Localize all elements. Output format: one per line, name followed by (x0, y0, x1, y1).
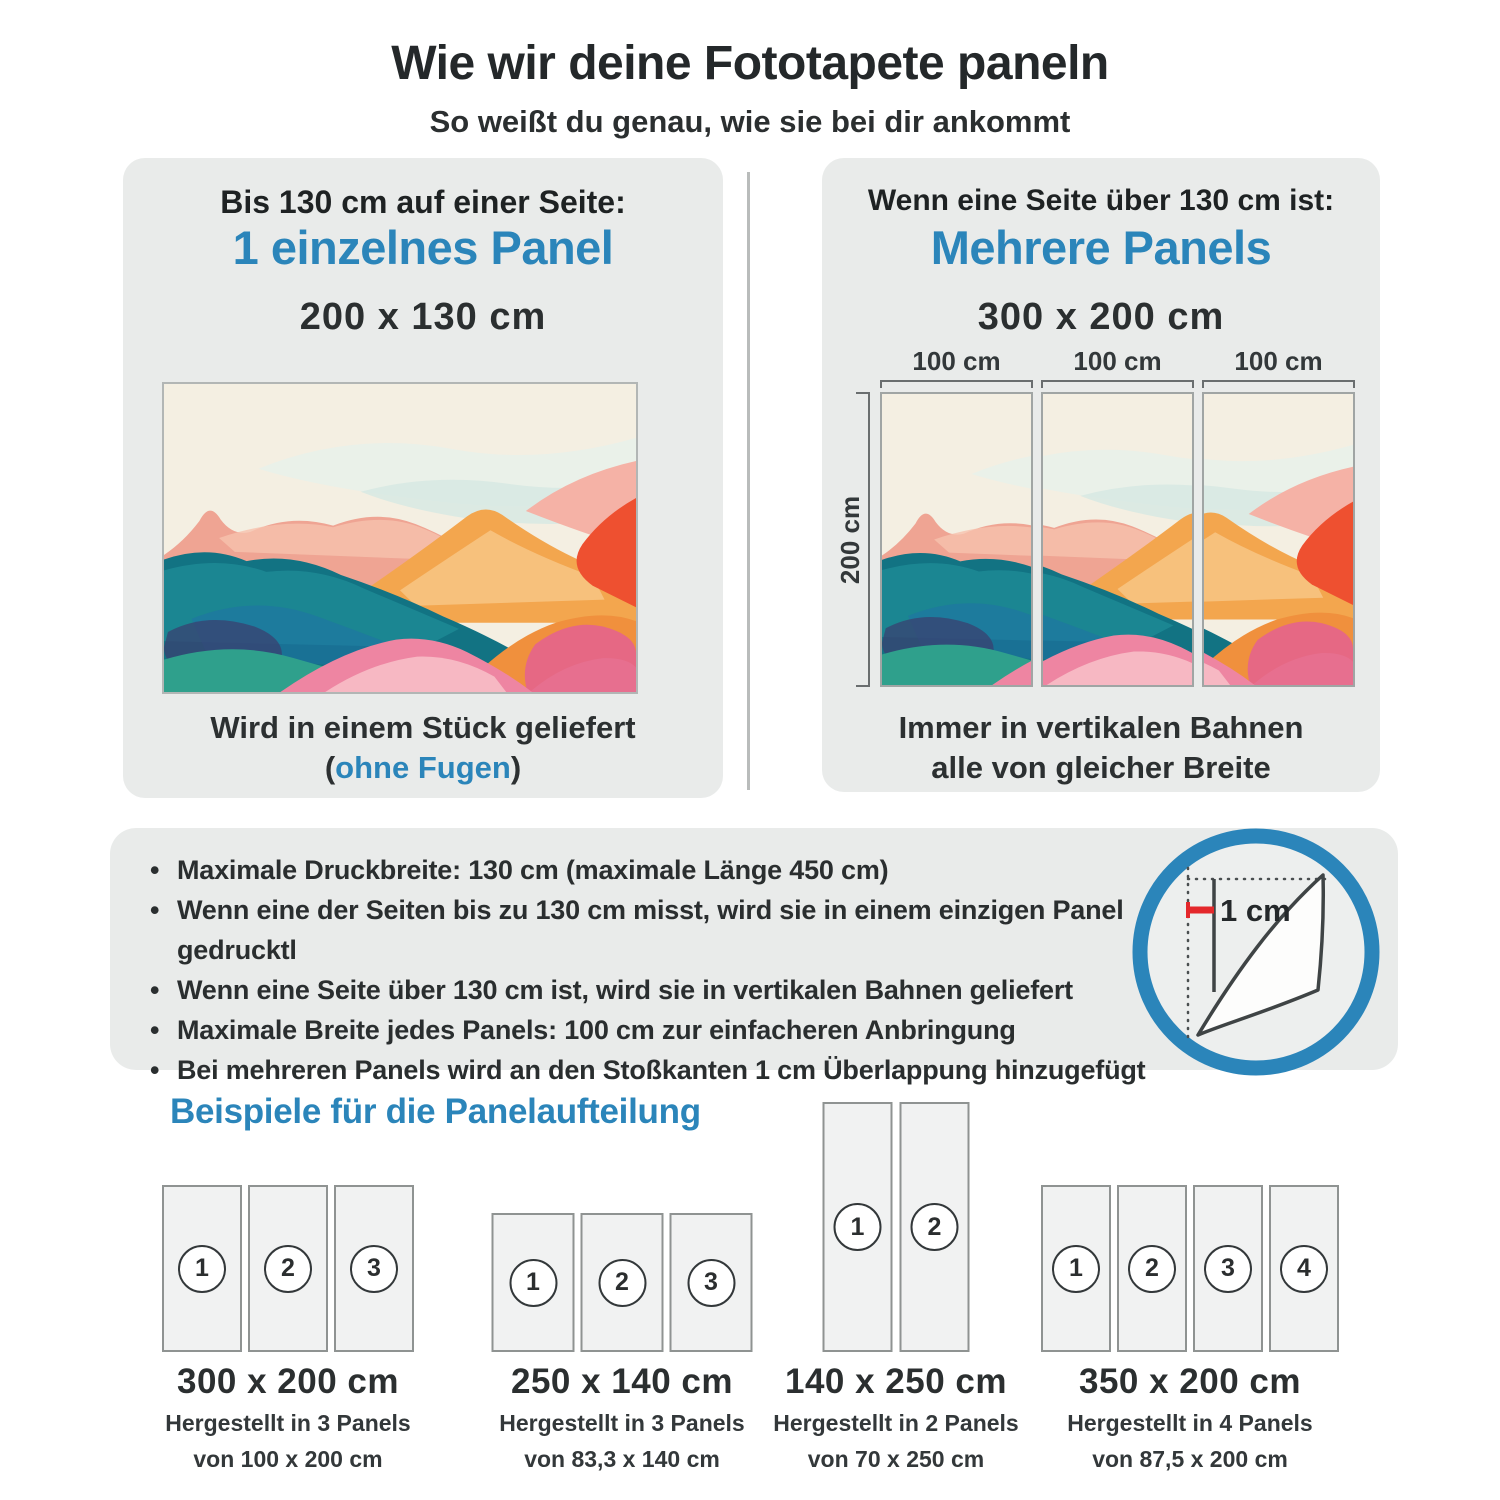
wallpaper-panel-2 (1041, 392, 1194, 687)
example-panel (1193, 1185, 1263, 1352)
example-panel (492, 1213, 575, 1352)
example-panels (823, 1102, 970, 1352)
panel-number-badge: 4 (1280, 1245, 1328, 1293)
info-bullet: • Maximale Breite jedes Panels: 100 cm zur einfacheren Anbringung (150, 1010, 1187, 1050)
panel-number-badge: 2 (1128, 1245, 1176, 1293)
width-bracket-1 (880, 380, 1033, 388)
page-subtitle: So weißt du genau, wie sie bei dir ankommt (429, 104, 1071, 139)
height-label: 200 cm (835, 495, 865, 585)
single-panel-card (123, 158, 723, 798)
example-panel (823, 1102, 893, 1352)
info-bullet: • Bei mehreren Panels wird an den Stoßkanten 1 cm Überlappung hinzugefügt (150, 1050, 1187, 1090)
panel-number-badge: 3 (687, 1259, 735, 1307)
card-divider (747, 172, 750, 790)
info-bullet: • Wenn eine Seite über 130 cm ist, wird sie in vertikalen Bahnen geliefert (150, 970, 1187, 1010)
example-panel (1269, 1185, 1339, 1352)
examples-heading: Beispiele für die Panelaufteilung (170, 1092, 701, 1131)
wallpaper-preview-single (162, 382, 638, 694)
overlap-measure-label: 1 cm (1220, 893, 1291, 928)
panel-number-badge: 3 (350, 1245, 398, 1293)
panel-example-300x200 (128, 1102, 448, 1500)
single-panel-size: 200 x 130 cm (299, 296, 547, 338)
page-title: Wie wir deine Fototapete paneln (391, 37, 1109, 90)
single-panel-intro: Bis 130 cm auf einer Seite: (220, 184, 626, 220)
example-detail-line2: von 100 x 200 cm (193, 1446, 383, 1472)
info-bullet: • Maximale Druckbreite: 130 cm (maximale Länge 450 cm) (150, 850, 1187, 890)
example-panels (162, 1185, 414, 1352)
example-detail-line1: Hergestellt in 4 Panels (1067, 1410, 1313, 1436)
watercolor-slice-3 (1204, 394, 1353, 685)
width-bracket-3 (1202, 380, 1355, 388)
width-label-2: 100 cm (1073, 346, 1162, 376)
example-size: 140 x 250 cm (784, 1362, 1007, 1401)
example-detail-line2: von 70 x 250 cm (807, 1446, 985, 1472)
overlap-detail-icon (1126, 822, 1386, 1082)
panel-example-350x200 (1020, 1102, 1360, 1500)
width-label-3: 100 cm (1234, 346, 1323, 376)
example-size: 350 x 200 cm (1078, 1362, 1301, 1401)
paren-close: ) (510, 750, 522, 785)
example-size: 300 x 200 cm (176, 1362, 399, 1401)
single-panel-delivery-line2 (123, 750, 723, 786)
panel-number-badge: 2 (264, 1245, 312, 1293)
example-panel (248, 1185, 328, 1352)
multi-panel-size: 300 x 200 cm (977, 296, 1225, 338)
example-size: 250 x 140 cm (510, 1362, 733, 1401)
panel-number-badge: 1 (834, 1203, 882, 1251)
panel-number-badge: 3 (1204, 1245, 1252, 1293)
example-detail-line1: Hergestellt in 3 Panels (499, 1410, 745, 1436)
info-bullet: • Wenn eine der Seiten bis zu 130 cm misst, wird sie in einem einzigen Panel gedrucktl (150, 890, 1187, 970)
width-label-1: 100 cm (912, 346, 1001, 376)
example-detail-line2: von 87,5 x 200 cm (1092, 1446, 1288, 1472)
panel-number-badge: 1 (509, 1259, 557, 1307)
example-panel (334, 1185, 414, 1352)
example-panel (1117, 1185, 1187, 1352)
paper-curl-icon (1126, 822, 1386, 1082)
width-bracket-2 (1041, 380, 1194, 388)
wallpaper-panel-1 (880, 392, 1033, 687)
multi-panel-delivery-line2: alle von gleicher Breite (931, 750, 1271, 785)
example-detail-line1: Hergestellt in 2 Panels (773, 1410, 1019, 1436)
panel-number-badge: 2 (911, 1203, 959, 1251)
example-panels (492, 1213, 753, 1352)
multi-panel-headline: Mehrere Panels (930, 221, 1272, 274)
panel-number-badge: 1 (1052, 1245, 1100, 1293)
example-panel (1041, 1185, 1111, 1352)
panel-example-140x250 (746, 1102, 1046, 1500)
watercolor-slice-1 (882, 394, 1031, 685)
wallpaper-panel-3 (1202, 392, 1355, 687)
example-panel (581, 1213, 664, 1352)
watercolor-image (164, 384, 636, 692)
single-panel-delivery-line1: Wird in einem Stück geliefert (210, 710, 636, 745)
panel-number-badge: 2 (598, 1259, 646, 1307)
panel-number-badge: 1 (178, 1245, 226, 1293)
multi-panel-card (822, 158, 1380, 792)
example-detail-line1: Hergestellt in 3 Panels (165, 1410, 411, 1436)
delivery-highlight: ohne Fugen (335, 750, 511, 785)
example-panel (162, 1185, 242, 1352)
watercolor-slice-2 (1043, 394, 1192, 685)
multi-panel-delivery-line1: Immer in vertikalen Bahnen (898, 710, 1304, 745)
single-panel-headline: 1 einzelnes Panel (232, 221, 614, 274)
panel-example-250x140 (462, 1102, 782, 1500)
example-panels (1041, 1185, 1339, 1352)
example-panel (900, 1102, 970, 1352)
paren-open: ( (324, 750, 336, 785)
example-detail-line2: von 83,3 x 140 cm (524, 1446, 720, 1472)
multi-panel-intro: Wenn eine Seite über 130 cm ist: (867, 184, 1335, 217)
example-panel (670, 1213, 753, 1352)
